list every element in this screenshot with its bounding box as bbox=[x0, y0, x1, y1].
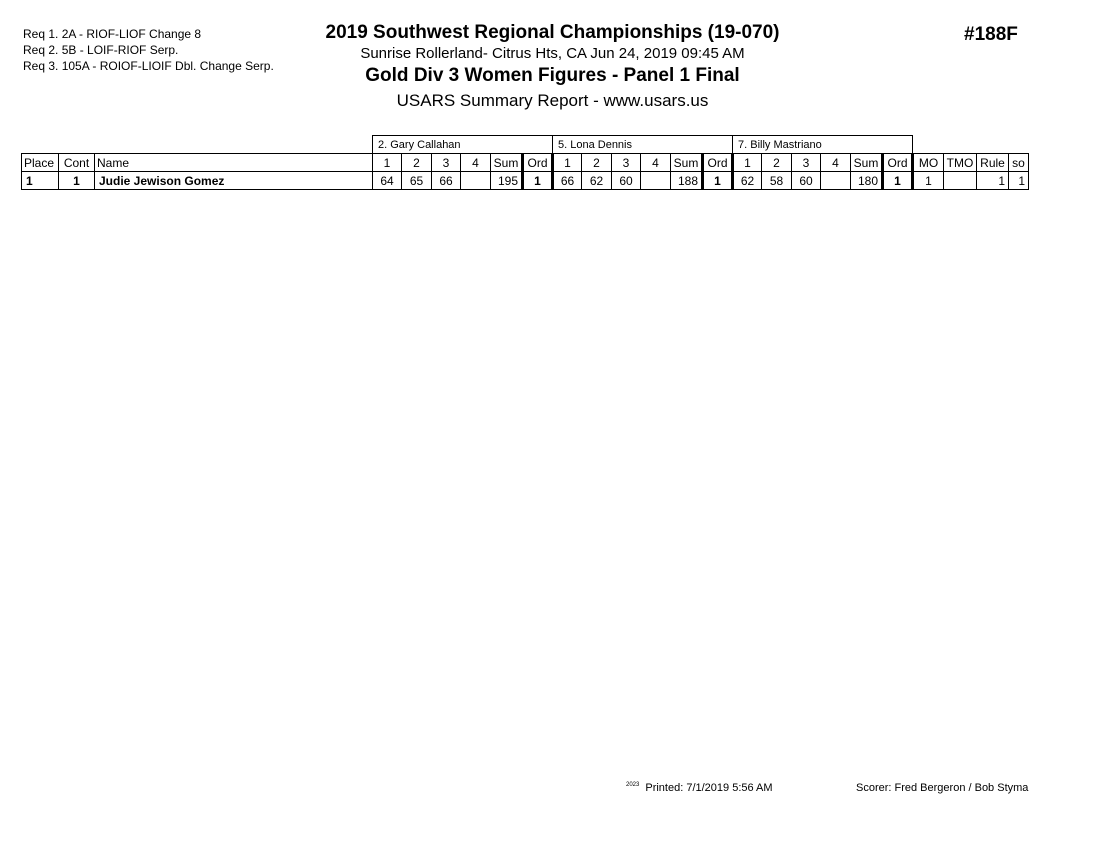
score-header: 1 bbox=[373, 154, 402, 172]
score-header: 4 bbox=[461, 154, 491, 172]
results-table bbox=[21, 135, 1029, 190]
so-cell: 1 bbox=[1009, 172, 1029, 190]
sum-cell: 180 bbox=[851, 172, 883, 190]
ord-cell: 1 bbox=[523, 172, 553, 190]
sum-header: Sum bbox=[491, 154, 523, 172]
score-cell: 58 bbox=[762, 172, 792, 190]
score-header: 4 bbox=[641, 154, 671, 172]
sum-header: Sum bbox=[671, 154, 703, 172]
score-header: 3 bbox=[432, 154, 461, 172]
score-header: 3 bbox=[612, 154, 641, 172]
mo-header: MO bbox=[913, 154, 944, 172]
score-cell: 60 bbox=[612, 172, 641, 190]
score-header: 2 bbox=[402, 154, 432, 172]
score-cell: 62 bbox=[582, 172, 612, 190]
event-code: #188F bbox=[964, 24, 1018, 45]
competition-title: 2019 Southwest Regional Championships (19-070) bbox=[325, 22, 780, 43]
printed-footer bbox=[626, 782, 773, 794]
printed-timestamp: Printed: 7/1/2019 5:56 AM bbox=[645, 782, 773, 794]
ord-header: Ord bbox=[523, 154, 553, 172]
score-cell: 60 bbox=[792, 172, 821, 190]
score-header: 3 bbox=[792, 154, 821, 172]
score-header: 1 bbox=[553, 154, 582, 172]
place-header: Place bbox=[22, 154, 59, 172]
judge-name: 7. Billy Mastriano bbox=[733, 136, 913, 154]
tmo-cell bbox=[944, 172, 977, 190]
sum-header: Sum bbox=[851, 154, 883, 172]
score-header: 1 bbox=[733, 154, 762, 172]
requirements-list bbox=[23, 26, 274, 74]
ord-cell: 1 bbox=[883, 172, 913, 190]
spacer-cell bbox=[22, 136, 373, 154]
rule-header: Rule bbox=[977, 154, 1009, 172]
requirement-3: Req 3. 105A - ROIOF-LIOIF Dbl. Change Serp. bbox=[23, 59, 274, 73]
skater-name: Judie Jewison Gomez bbox=[95, 172, 373, 190]
score-cell: 66 bbox=[432, 172, 461, 190]
tmo-header: TMO bbox=[944, 154, 977, 172]
name-header: Name bbox=[95, 154, 373, 172]
place-cell: 1 bbox=[22, 172, 59, 190]
sum-cell: 195 bbox=[491, 172, 523, 190]
sum-cell: 188 bbox=[671, 172, 703, 190]
so-header: so bbox=[1009, 154, 1029, 172]
scorer-footer: Scorer: Fred Bergeron / Bob Styma bbox=[856, 782, 1029, 794]
judge-name: 5. Lona Dennis bbox=[553, 136, 733, 154]
cont-cell: 1 bbox=[59, 172, 95, 190]
score-cell: 64 bbox=[373, 172, 402, 190]
judge-header-row bbox=[22, 136, 1029, 154]
score-cell: 66 bbox=[553, 172, 582, 190]
report-subtitle: USARS Summary Report - www.usars.us bbox=[396, 91, 709, 110]
mo-cell: 1 bbox=[913, 172, 944, 190]
score-header: 2 bbox=[762, 154, 792, 172]
report-header bbox=[300, 22, 805, 113]
table-row bbox=[22, 172, 1029, 190]
competition-location: Sunrise Rollerland- Citrus Hts, CA Jun 24, 2019 09:45 AM bbox=[360, 45, 745, 62]
score-cell: 65 bbox=[402, 172, 432, 190]
column-header-row bbox=[22, 154, 1029, 172]
score-cell bbox=[641, 172, 671, 190]
requirement-1: Req 1. 2A - RIOF-LIOF Change 8 bbox=[23, 27, 202, 41]
score-cell bbox=[821, 172, 851, 190]
print-code: 2023 bbox=[626, 782, 640, 788]
ord-header: Ord bbox=[703, 154, 733, 172]
event-title: Gold Div 3 Women Figures - Panel 1 Final bbox=[365, 65, 740, 86]
rule-cell: 1 bbox=[977, 172, 1009, 190]
score-cell bbox=[461, 172, 491, 190]
spacer-cell bbox=[913, 136, 1029, 154]
judge-name: 2. Gary Callahan bbox=[373, 136, 553, 154]
cont-header: Cont bbox=[59, 154, 95, 172]
score-header: 2 bbox=[582, 154, 612, 172]
score-header: 4 bbox=[821, 154, 851, 172]
ord-header: Ord bbox=[883, 154, 913, 172]
score-cell: 62 bbox=[733, 172, 762, 190]
requirement-2: Req 2. 5B - LOIF-RIOF Serp. bbox=[23, 43, 179, 57]
ord-cell: 1 bbox=[703, 172, 733, 190]
